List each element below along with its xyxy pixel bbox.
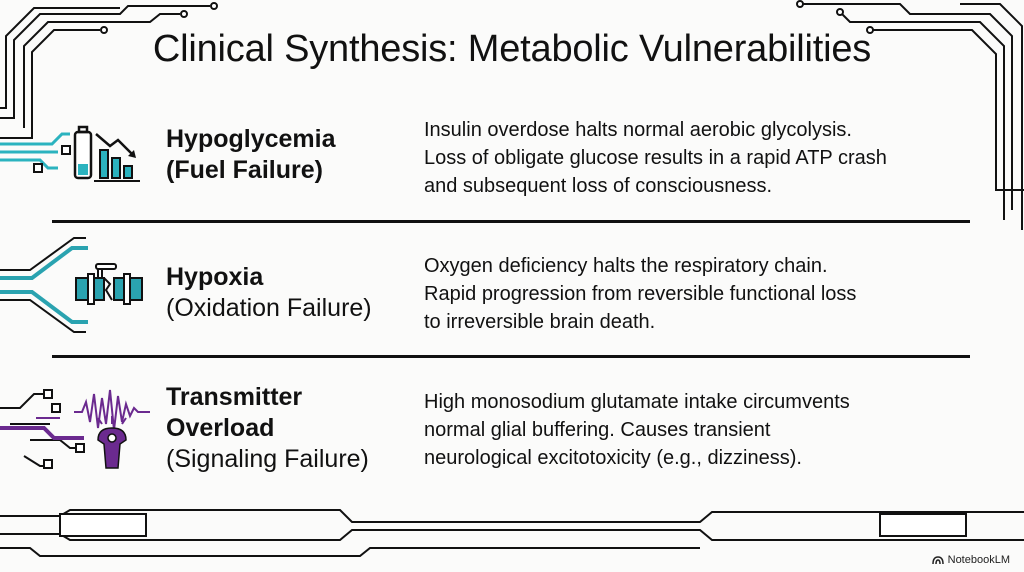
notebooklm-logo-icon: [932, 555, 944, 565]
brand-label: NotebookLM: [947, 554, 1010, 566]
row-divider: [52, 355, 970, 358]
row-heading-hypoxia: [166, 262, 372, 324]
heading-line1: Hypoglycemia: [166, 125, 336, 153]
heading-line2: (Oxidation Failure): [166, 294, 372, 322]
row-description-transmitter-overload: [424, 388, 1014, 472]
description-line: to irreversible brain death.: [424, 311, 656, 333]
description-line: normal glial buffering. Causes transient: [424, 419, 771, 441]
heading-line1: Hypoxia: [166, 263, 264, 291]
description-line: High monosodium glutamate intake circumvents: [424, 391, 850, 413]
description-line: neurological excitotoxicity (e.g., dizziness).: [424, 447, 802, 469]
row-heading-transmitter-overload: [166, 382, 369, 475]
heading-line2: Overload: [166, 414, 275, 442]
description-line: Rapid progression from reversible functional loss: [424, 283, 857, 305]
low-battery-declining-chart-icon: [72, 124, 144, 184]
overloaded-synapse-icon: [72, 384, 152, 474]
row-divider: [52, 220, 970, 223]
row-description-hypoglycemia: [424, 116, 1014, 200]
description-line: Oxygen deficiency halts the respiratory chain.: [424, 255, 828, 277]
row-heading-hypoglycemia: [166, 124, 336, 186]
row-description-hypoxia: [424, 252, 1014, 336]
description-line: Loss of obligate glucose results in a rapid ATP crash: [424, 147, 887, 169]
page-title: Clinical Synthesis: Metabolic Vulnerabilities: [152, 28, 872, 70]
heading-line1: Transmitter: [166, 383, 303, 411]
description-line: Insulin overdose halts normal aerobic glycolysis.: [424, 119, 852, 141]
brand-watermark: [932, 554, 1010, 566]
broken-pipe-valve-icon: [74, 262, 146, 310]
description-line: and subsequent loss of consciousness.: [424, 175, 772, 197]
heading-line2: (Fuel Failure): [166, 156, 323, 184]
heading-line3: (Signaling Failure): [166, 445, 369, 473]
